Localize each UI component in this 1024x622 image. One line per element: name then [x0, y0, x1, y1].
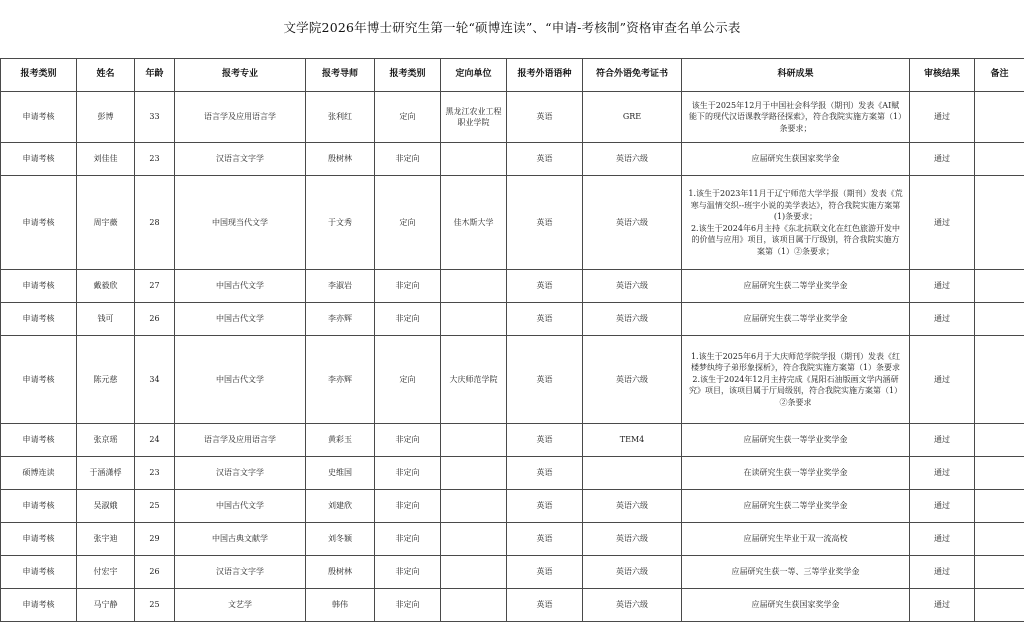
- category-cell: 申请考核: [1, 143, 77, 176]
- category-cell: 申请考核: [1, 523, 77, 556]
- name-cell: 钱可: [77, 303, 135, 336]
- header-category: 报考类别: [1, 59, 77, 92]
- name-cell: 张宇迪: [77, 523, 135, 556]
- result-cell: 通过: [910, 336, 975, 424]
- table-row: [1, 143, 1024, 176]
- note-cell: [975, 523, 1024, 556]
- name-cell: 刘佳佳: [77, 143, 135, 176]
- advisor-cell: 韩伟: [306, 589, 375, 622]
- note-cell: [975, 176, 1024, 270]
- major-cell: 中国古典文献学: [175, 523, 306, 556]
- name-cell: 张京瑶: [77, 424, 135, 457]
- research-cell: [682, 92, 910, 143]
- result-cell: 通过: [910, 270, 975, 303]
- certificate-cell: 英语六级: [583, 490, 682, 523]
- result-cell: 通过: [910, 303, 975, 336]
- name-cell: 付宏宇: [77, 556, 135, 589]
- major-cell: 汉语言文字学: [175, 457, 306, 490]
- category-cell: 申请考核: [1, 589, 77, 622]
- note-cell: [975, 424, 1024, 457]
- age-cell: 23: [135, 457, 175, 490]
- type-cell: 非定向: [375, 523, 441, 556]
- advisor-cell: 李淑岩: [306, 270, 375, 303]
- category-cell: 申请考核: [1, 303, 77, 336]
- note-cell: [975, 457, 1024, 490]
- category-cell: 申请考核: [1, 336, 77, 424]
- research-cell: [682, 457, 910, 490]
- category-cell: 申请考核: [1, 490, 77, 523]
- result-cell: 通过: [910, 589, 975, 622]
- unit-cell: 黑龙江农业工程职业学院: [441, 92, 507, 143]
- unit-cell: 佳木斯大学: [441, 176, 507, 270]
- research-item: 在读研究生获一等学业奖学金: [688, 467, 903, 479]
- research-item: 该生于2025年12月于中国社会科学报（期刊）发表《AI赋能下的现代汉语课教学路径探索》，符合我院实施方案第（1）条要求；: [688, 100, 903, 135]
- result-cell: 通过: [910, 556, 975, 589]
- research-cell: [682, 270, 910, 303]
- research-cell: [682, 336, 910, 424]
- name-cell: 吴淑娥: [77, 490, 135, 523]
- type-cell: 非定向: [375, 143, 441, 176]
- table-row: [1, 336, 1024, 424]
- research-item: 应届研究生获二等学业奖学金: [688, 313, 903, 325]
- advisor-cell: 殷树林: [306, 556, 375, 589]
- result-cell: 通过: [910, 457, 975, 490]
- header-certificate: 符合外语免考证书: [583, 59, 682, 92]
- certificate-cell: [583, 457, 682, 490]
- research-cell: [682, 556, 910, 589]
- certificate-cell: 英语六级: [583, 523, 682, 556]
- research-cell: [682, 523, 910, 556]
- type-cell: 非定向: [375, 457, 441, 490]
- header-age: 年龄: [135, 59, 175, 92]
- research-item: 应届研究生毕业于双一流高校: [688, 533, 903, 545]
- language-cell: 英语: [507, 176, 583, 270]
- research-item: 应届研究生获国家奖学金: [688, 153, 903, 165]
- name-cell: 戴毅欣: [77, 270, 135, 303]
- research-item: 1.该生于2023年11月于辽宁师范大学学报（期刊）发表《荒寒与温情交织--班宇小说的美学表达》，符合我院实施方案第(1)条要求；: [688, 188, 903, 223]
- age-cell: 27: [135, 270, 175, 303]
- type-cell: 非定向: [375, 589, 441, 622]
- major-cell: 中国古代文学: [175, 303, 306, 336]
- type-cell: 定向: [375, 336, 441, 424]
- advisor-cell: 张利红: [306, 92, 375, 143]
- research-item: 应届研究生获二等学业奖学金: [688, 500, 903, 512]
- type-cell: 定向: [375, 92, 441, 143]
- category-cell: 申请考核: [1, 270, 77, 303]
- language-cell: 英语: [507, 143, 583, 176]
- name-cell: 陈元慈: [77, 336, 135, 424]
- header-major: 报考专业: [175, 59, 306, 92]
- table-row: [1, 424, 1024, 457]
- language-cell: 英语: [507, 92, 583, 143]
- age-cell: 26: [135, 556, 175, 589]
- language-cell: 英语: [507, 424, 583, 457]
- language-cell: 英语: [507, 457, 583, 490]
- advisor-cell: 刘建欣: [306, 490, 375, 523]
- major-cell: 文艺学: [175, 589, 306, 622]
- advisor-cell: 于文秀: [306, 176, 375, 270]
- research-cell: [682, 143, 910, 176]
- unit-cell: [441, 270, 507, 303]
- result-cell: 通过: [910, 92, 975, 143]
- header-note: 备注: [975, 59, 1024, 92]
- header-unit: 定向单位: [441, 59, 507, 92]
- category-cell: 申请考核: [1, 92, 77, 143]
- note-cell: [975, 143, 1024, 176]
- header-advisor: 报考导师: [306, 59, 375, 92]
- unit-cell: [441, 523, 507, 556]
- table-body: [1, 92, 1024, 622]
- certificate-cell: 英语六级: [583, 556, 682, 589]
- age-cell: 26: [135, 303, 175, 336]
- type-cell: 非定向: [375, 490, 441, 523]
- category-cell: 申请考核: [1, 424, 77, 457]
- unit-cell: [441, 424, 507, 457]
- table-row: [1, 490, 1024, 523]
- advisor-cell: 黄彩玉: [306, 424, 375, 457]
- name-cell: 于涵潇桴: [77, 457, 135, 490]
- result-cell: 通过: [910, 176, 975, 270]
- research-item: 应届研究生获一等、三等学业奖学金: [688, 566, 903, 578]
- result-cell: 通过: [910, 523, 975, 556]
- advisor-cell: 刘冬颖: [306, 523, 375, 556]
- research-item: 2.该生于2024年12月主持完成《晁阳石油版画文学内涵研究》项目，该项目属于厅局级别，符合我院实施方案第（1）②条要求: [688, 374, 903, 409]
- table-row: [1, 303, 1024, 336]
- type-cell: 定向: [375, 176, 441, 270]
- language-cell: 英语: [507, 303, 583, 336]
- advisor-cell: 史维国: [306, 457, 375, 490]
- table-row: [1, 556, 1024, 589]
- research-cell: [682, 176, 910, 270]
- document-title: 文学院2026年博士研究生第一轮“硕博连读”、“申请-考核制”资格审查名单公示表: [0, 18, 1024, 36]
- type-cell: 非定向: [375, 424, 441, 457]
- certificate-cell: TEM4: [583, 424, 682, 457]
- certificate-cell: 英语六级: [583, 176, 682, 270]
- research-item: 应届研究生获二等学业奖学金: [688, 280, 903, 292]
- language-cell: 英语: [507, 270, 583, 303]
- certificate-cell: 英语六级: [583, 303, 682, 336]
- certificate-cell: 英语六级: [583, 336, 682, 424]
- research-item: 2.该生于2024年6月主持《东北抗联文化在红色旅游开发中的价值与应用》项目，该项目属于厅级别，符合我院实施方案第（1）②条要求；: [688, 223, 903, 258]
- result-cell: 通过: [910, 143, 975, 176]
- table-row: [1, 270, 1024, 303]
- note-cell: [975, 303, 1024, 336]
- result-cell: 通过: [910, 424, 975, 457]
- age-cell: 28: [135, 176, 175, 270]
- language-cell: 英语: [507, 589, 583, 622]
- major-cell: 中国古代文学: [175, 336, 306, 424]
- unit-cell: [441, 556, 507, 589]
- note-cell: [975, 270, 1024, 303]
- header-research: 科研成果: [682, 59, 910, 92]
- age-cell: 34: [135, 336, 175, 424]
- header-language: 报考外语语种: [507, 59, 583, 92]
- table-header-row: [1, 59, 1024, 92]
- table-row: [1, 176, 1024, 270]
- age-cell: 25: [135, 490, 175, 523]
- major-cell: 中国古代文学: [175, 490, 306, 523]
- header-name: 姓名: [77, 59, 135, 92]
- table-row: [1, 457, 1024, 490]
- advisor-cell: 李亦辉: [306, 336, 375, 424]
- name-cell: 彭博: [77, 92, 135, 143]
- note-cell: [975, 336, 1024, 424]
- type-cell: 非定向: [375, 270, 441, 303]
- type-cell: 非定向: [375, 556, 441, 589]
- research-item: 应届研究生获一等学业奖学金: [688, 434, 903, 446]
- category-cell: 申请考核: [1, 176, 77, 270]
- certificate-cell: 英语六级: [583, 143, 682, 176]
- language-cell: 英语: [507, 490, 583, 523]
- certificate-cell: GRE: [583, 92, 682, 143]
- unit-cell: 大庆师范学院: [441, 336, 507, 424]
- unit-cell: [441, 457, 507, 490]
- age-cell: 29: [135, 523, 175, 556]
- table-row: [1, 523, 1024, 556]
- unit-cell: [441, 303, 507, 336]
- age-cell: 33: [135, 92, 175, 143]
- advisor-cell: 李亦辉: [306, 303, 375, 336]
- language-cell: 英语: [507, 556, 583, 589]
- major-cell: 中国现当代文学: [175, 176, 306, 270]
- type-cell: 非定向: [375, 303, 441, 336]
- research-item: 应届研究生获国家奖学金: [688, 599, 903, 611]
- result-cell: 通过: [910, 490, 975, 523]
- note-cell: [975, 490, 1024, 523]
- name-cell: 周宇薇: [77, 176, 135, 270]
- language-cell: 英语: [507, 336, 583, 424]
- age-cell: 25: [135, 589, 175, 622]
- name-cell: 马宁静: [77, 589, 135, 622]
- note-cell: [975, 92, 1024, 143]
- certificate-cell: 英语六级: [583, 270, 682, 303]
- major-cell: 汉语言文字学: [175, 143, 306, 176]
- age-cell: 23: [135, 143, 175, 176]
- advisor-cell: 殷树林: [306, 143, 375, 176]
- category-cell: 申请考核: [1, 556, 77, 589]
- category-cell: 硕博连读: [1, 457, 77, 490]
- eligibility-table: [0, 58, 1024, 622]
- research-cell: [682, 303, 910, 336]
- note-cell: [975, 556, 1024, 589]
- header-result: 审核结果: [910, 59, 975, 92]
- unit-cell: [441, 143, 507, 176]
- research-cell: [682, 424, 910, 457]
- table-row: [1, 92, 1024, 143]
- major-cell: 中国古代文学: [175, 270, 306, 303]
- header-type: 报考类别: [375, 59, 441, 92]
- age-cell: 24: [135, 424, 175, 457]
- language-cell: 英语: [507, 523, 583, 556]
- major-cell: 语言学及应用语言学: [175, 92, 306, 143]
- research-cell: [682, 490, 910, 523]
- major-cell: 汉语言文字学: [175, 556, 306, 589]
- certificate-cell: 英语六级: [583, 589, 682, 622]
- unit-cell: [441, 490, 507, 523]
- major-cell: 语言学及应用语言学: [175, 424, 306, 457]
- research-item: 1.该生于2025年6月于大庆师范学院学报（期刊）发表《红楼梦纨绔子弟形象探析》，符合我院实施方案第（1）条要求: [688, 351, 903, 374]
